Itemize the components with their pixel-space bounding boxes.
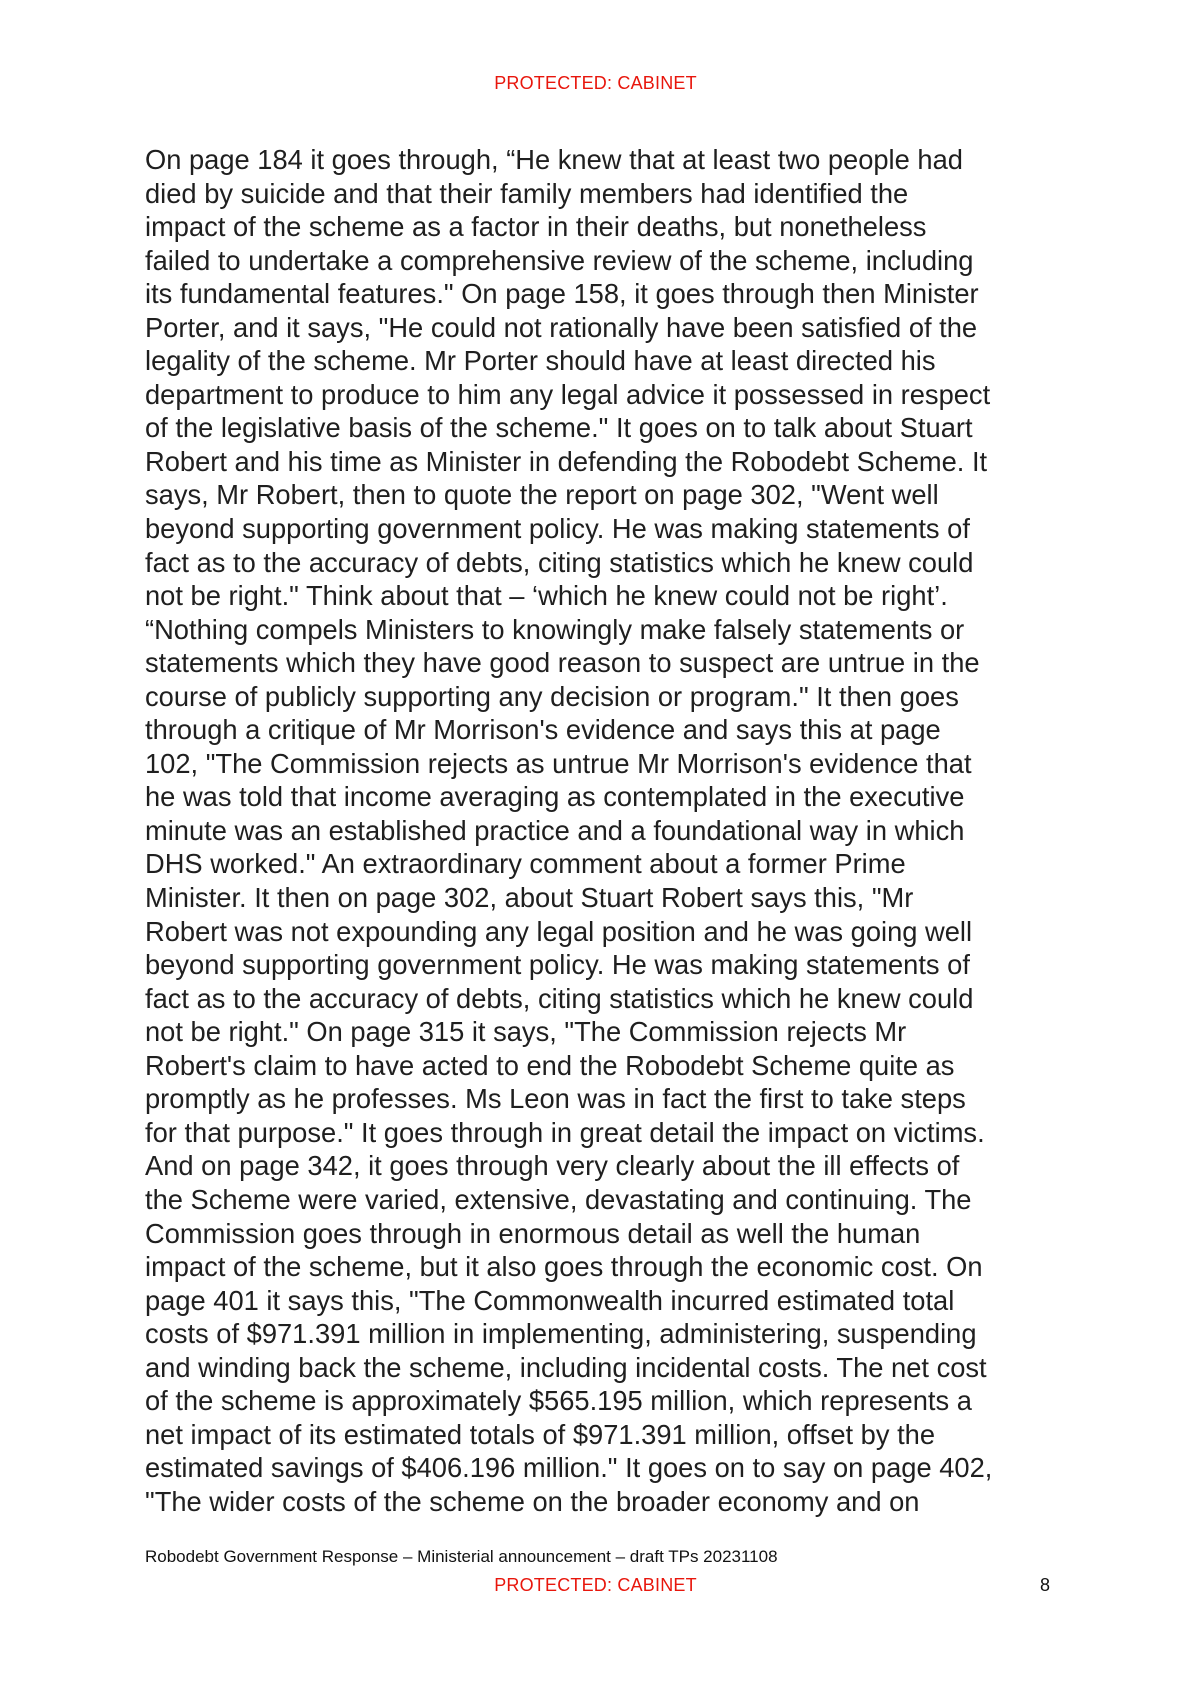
body-line: impact of the scheme, but it also goes through the economic cost. On <box>145 1251 983 1283</box>
body-line: through a critique of Mr Morrison's evidence and says this at page <box>145 714 941 746</box>
body-line: DHS worked." An extraordinary comment about a former Prime <box>145 848 906 880</box>
body-line: minute was an established practice and a foundational way in which <box>145 814 965 846</box>
body-line: and winding back the scheme, including incidental costs. The net cost <box>145 1351 987 1383</box>
body-line: fact as to the accuracy of debts, citing statistics which he knew could <box>145 982 974 1014</box>
footer-document-title: Robodebt Government Response – Ministerial announcement – draft TPs 20231108 <box>145 1547 778 1566</box>
body-line: not be right." On page 315 it says, "The Commission rejects Mr <box>145 1016 907 1048</box>
body-line: costs of $971.391 million in implementing, administering, suspending <box>145 1318 977 1350</box>
header-classification-marking: PROTECTED: CABINET <box>494 73 697 93</box>
body-line: department to produce to him any legal advice it possessed in respect <box>145 378 991 410</box>
body-line: impact of the scheme as a factor in their deaths, but nonetheless <box>145 211 927 243</box>
body-paragraph <box>145 143 1065 1518</box>
body-line: legality of the scheme. Mr Porter should have at least directed his <box>145 345 936 377</box>
body-line: its fundamental features." On page 158, it goes through then Minister <box>145 278 979 310</box>
body-line: says, Mr Robert, then to quote the report on page 302, "Went well <box>145 479 939 511</box>
page-number: 8 <box>1040 1575 1051 1595</box>
body-line: Robert's claim to have acted to end the Robodebt Scheme quite as <box>145 1049 955 1081</box>
body-line: Porter, and it says, "He could not rationally have been satisfied of the <box>145 311 978 343</box>
body-line: estimated savings of $406.196 million." It goes on to say on page 402, <box>145 1452 993 1484</box>
body-line: died by suicide and that their family members had identified the <box>145 177 909 209</box>
body-line: Commission goes through in enormous detail as well the human <box>145 1217 921 1249</box>
footer-classification-marking: PROTECTED: CABINET <box>494 1575 697 1595</box>
body-line: page 401 it says this, "The Commonwealth incurred estimated total <box>145 1284 955 1316</box>
body-line: failed to undertake a comprehensive review of the scheme, including <box>145 244 974 276</box>
body-line: statements which they have good reason to suspect are untrue in the <box>145 647 980 679</box>
body-line: he was told that income averaging as contemplated in the executive <box>145 781 965 813</box>
body-line: Minister. It then on page 302, about Stuart Robert says this, "Mr <box>145 882 914 914</box>
body-line: of the legislative basis of the scheme." It goes on to talk about Stuart <box>145 412 973 444</box>
body-line: beyond supporting government policy. He was making statements of <box>145 513 970 545</box>
body-line: for that purpose." It goes through in great detail the impact on victims. <box>145 1116 985 1148</box>
body-line: "The wider costs of the scheme on the broader economy and on <box>145 1485 920 1517</box>
body-line: promptly as he professes. Ms Leon was in fact the first to take steps <box>145 1083 966 1115</box>
body-line: of the scheme is approximately $565.195 million, which represents a <box>145 1385 972 1417</box>
body-line: Robert and his time as Minister in defending the Robodebt Scheme. It <box>145 445 988 477</box>
body-line: not be right." Think about that – ‘which he knew could not be right’. <box>145 580 948 612</box>
body-line: net impact of its estimated totals of $971.391 million, offset by the <box>145 1418 936 1450</box>
body-line: fact as to the accuracy of debts, citing statistics which he knew could <box>145 546 974 578</box>
body-line: course of publicly supporting any decision or program." It then goes <box>145 680 959 712</box>
body-line: On page 184 it goes through, “He knew that at least two people had <box>145 144 963 175</box>
body-line: the Scheme were varied, extensive, devastating and continuing. The <box>145 1183 972 1215</box>
body-line: 102, "The Commission rejects as untrue Mr Morrison's evidence that <box>145 747 972 779</box>
body-line: beyond supporting government policy. He was making statements of <box>145 949 970 981</box>
body-line: Robert was not expounding any legal position and he was going well <box>145 915 973 947</box>
body-line: “Nothing compels Ministers to knowingly make falsely statements or <box>145 613 965 645</box>
body-line: And on page 342, it goes through very clearly about the ill effects of <box>145 1150 960 1182</box>
